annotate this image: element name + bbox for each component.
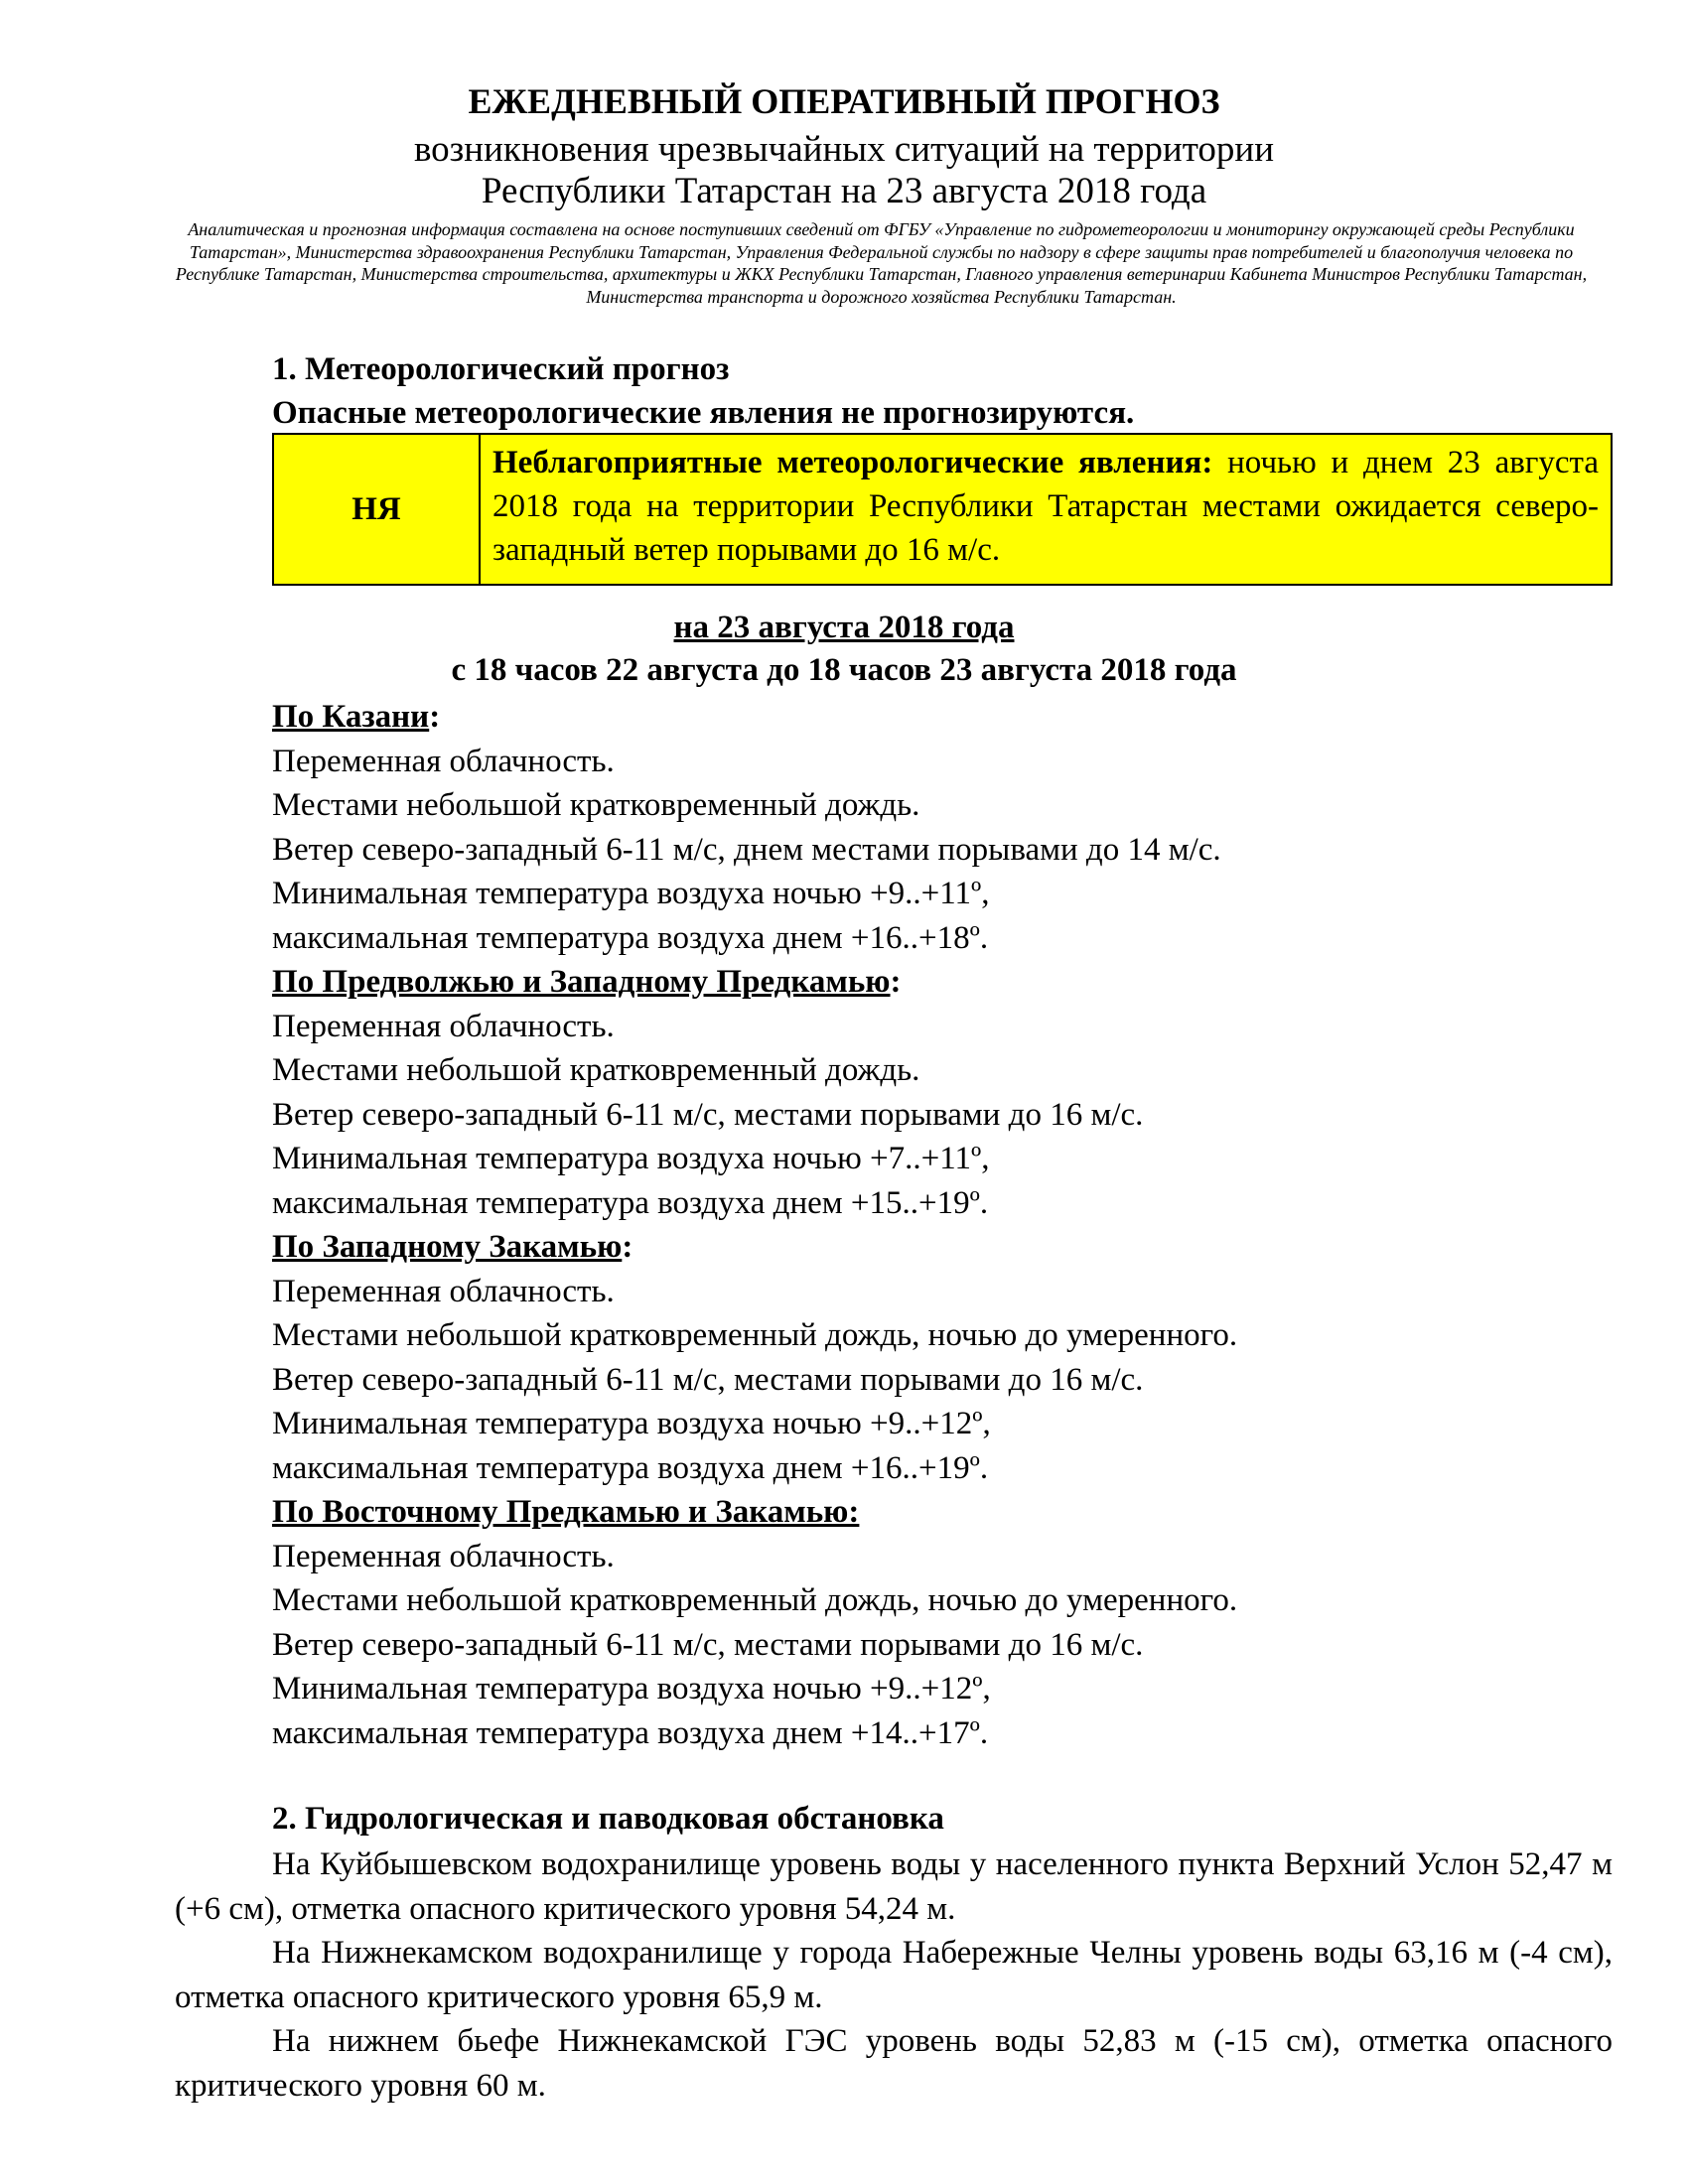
region-heading: По Казани: bbox=[272, 699, 441, 735]
ny-label-cell: НЯ bbox=[274, 435, 481, 584]
forecast-line: максимальная температура воздуха днем +15..+19º. bbox=[272, 1184, 989, 1221]
forecast-line: Переменная облачность. bbox=[272, 1538, 615, 1574]
ny-description: ночью и днем 23 августа 2018 года на территории Республики Татарстан местами ожидается северо-западный ветер порывами до 16 м/с. bbox=[492, 445, 1599, 568]
forecast-line: Ветер северо-западный 6-11 м/с, днем местами порывами до 14 м/с. bbox=[272, 831, 1221, 868]
document-subtitle-line1: возникновения чрезвычайных ситуаций на территории bbox=[413, 129, 1275, 170]
forecast-line: Минимальная температура воздуха ночью +7..+11º, bbox=[272, 1141, 990, 1176]
forecast-period-heading: с 18 часов 22 августа до 18 часов 23 августа 2018 года bbox=[451, 652, 1237, 688]
forecast-line: Переменная облачность. bbox=[272, 1008, 615, 1044]
forecast-line: Переменная облачность. bbox=[272, 1273, 615, 1309]
region-heading: По Западному Закамью: bbox=[272, 1229, 633, 1265]
hydro-paragraph-kuibyshev: На Куйбышевском водохранилище уровень воды у населенного пункта Верхний Услон 52,47 м (+6 см), отметка опасного критического уровня 54,24 м. bbox=[175, 1846, 1613, 1927]
forecast-line: Местами небольшой кратковременный дождь. bbox=[272, 787, 920, 823]
hydro-paragraph-ges: На нижнем бьефе Нижнекамской ГЭС уровень воды 52,83 м (-15 см), отметка опасного критического уровня 60 м. bbox=[175, 2023, 1613, 2104]
unfavorable-phenomena-table bbox=[272, 433, 1613, 586]
forecast-line: Ветер северо-западный 6-11 м/с, местами порывами до 16 м/с. bbox=[272, 1096, 1144, 1133]
forecast-line: Минимальная температура воздуха ночью +9..+12º, bbox=[272, 1671, 991, 1706]
forecast-line: максимальная температура воздуха днем +16..+19º. bbox=[272, 1449, 989, 1486]
section2-heading: 2. Гидрологическая и паводковая обстановка bbox=[272, 1801, 944, 1837]
forecast-line: Местами небольшой кратковременный дождь. bbox=[272, 1052, 920, 1088]
forecast-line: Ветер северо-западный 6-11 м/с, местами порывами до 16 м/с. bbox=[272, 1361, 1144, 1398]
hydro-paragraph-nizhnekamsk: На Нижнекамском водохранилище у города Набережные Челны уровень воды 63,16 м (-4 см), отметка опасного критического уровня 65,9 м. bbox=[175, 1935, 1613, 2015]
section1-heading: 1. Метеорологический прогноз bbox=[272, 351, 730, 387]
region-forecast-eastern bbox=[272, 1490, 1642, 1755]
dangerous-phenomena-note: Опасные метеорологические явления не прогнозируются. bbox=[272, 395, 1135, 431]
ny-bold-label: Неблагоприятные метеорологические явления: bbox=[492, 445, 1213, 480]
region-forecast-western-zakamye bbox=[272, 1225, 1642, 1490]
region-forecast-kazan bbox=[272, 695, 1642, 960]
region-heading: По Восточному Предкамью и Закамью: bbox=[272, 1494, 860, 1530]
document-title: ЕЖЕДНЕВНЫЙ ОПЕРАТИВНЫЙ ПРОГНОЗ bbox=[468, 81, 1220, 121]
forecast-line: Местами небольшой кратковременный дождь, ночью до умеренного. bbox=[272, 1582, 1238, 1618]
forecast-line: максимальная температура воздуха днем +16..+18º. bbox=[272, 919, 989, 956]
forecast-line: Минимальная температура воздуха ночью +9..+11º, bbox=[272, 876, 990, 911]
intro-note: Аналитическая и прогнозная информация составлена на основе поступивших сведений от ФГБУ «Управление по гидрометеорологии и мониторингу окружающей среды Республики Татарстан», Министерства здравоохранения Республики Татарстан, Управления Федеральной службы по надзору в сфере защиты прав потребителей и благополучия человека по Республике Татарстан, Министерства строительства, архитектуры и ЖКХ Республики Татарстан, Главного управления ветеринарии Кабинета Министров Республики Татарстан, Министерства транспорта и дорожного хозяйства Республики Татарстан. bbox=[175, 219, 1588, 307]
region-heading: По Предволжью и Западному Предкамью: bbox=[272, 964, 902, 1000]
forecast-line: Переменная облачность. bbox=[272, 743, 615, 779]
document-subtitle-line2: Республики Татарстан на 23 августа 2018 года bbox=[481, 171, 1207, 211]
ny-text-cell bbox=[481, 435, 1611, 584]
region-forecast-predvolzhye bbox=[272, 960, 1642, 1225]
forecast-line: Ветер северо-западный 6-11 м/с, местами порывами до 16 м/с. bbox=[272, 1626, 1144, 1663]
forecast-line: Местами небольшой кратковременный дождь, ночью до умеренного. bbox=[272, 1317, 1238, 1353]
forecast-line: максимальная температура воздуха днем +14..+17º. bbox=[272, 1714, 989, 1751]
forecast-date-heading: на 23 августа 2018 года bbox=[673, 610, 1015, 645]
forecast-line: Минимальная температура воздуха ночью +9..+12º, bbox=[272, 1406, 991, 1441]
